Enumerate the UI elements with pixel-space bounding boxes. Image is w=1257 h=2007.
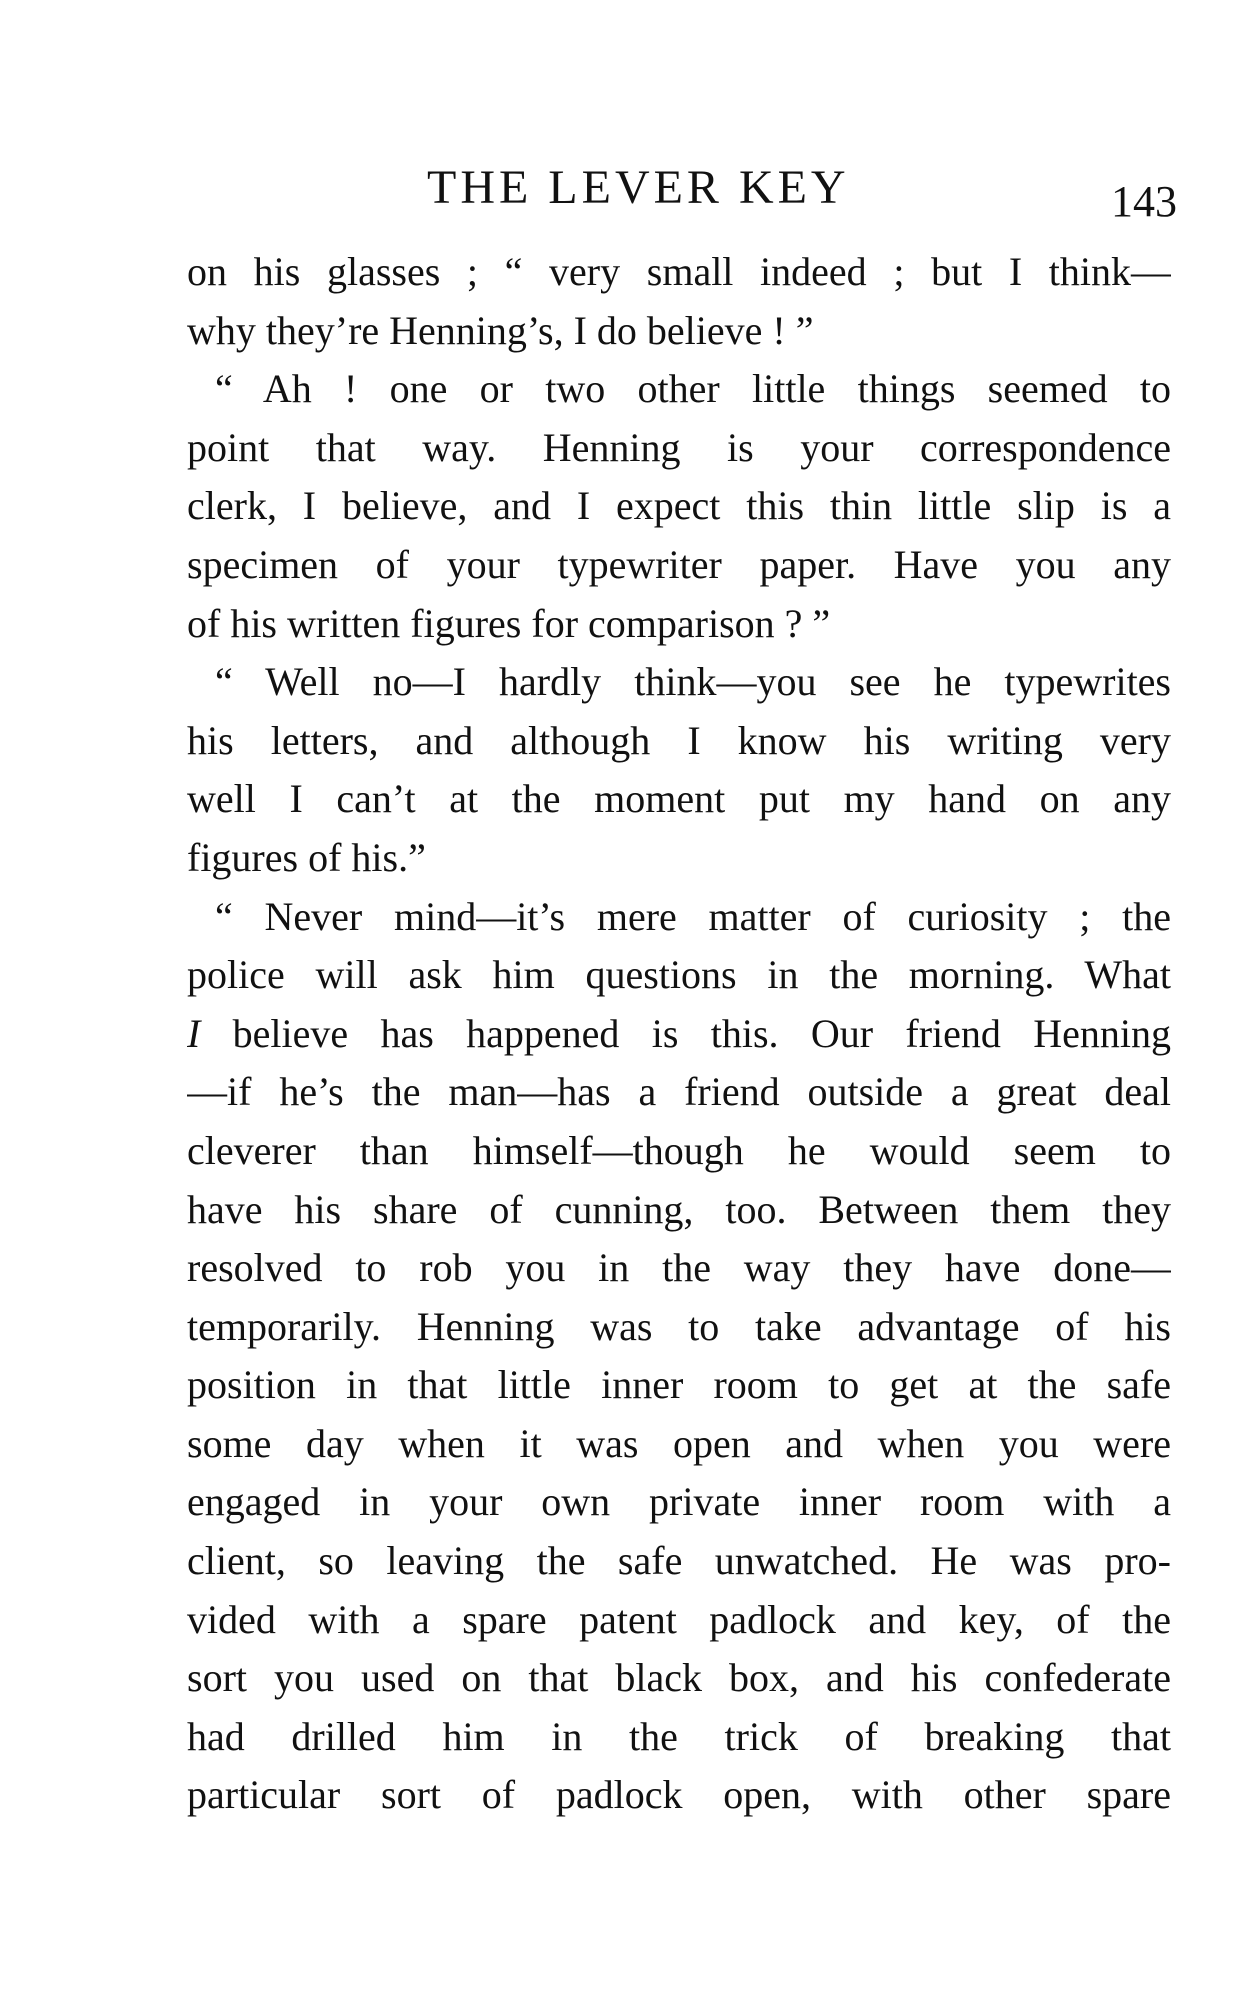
text-line: position in that little inner room to get at the safe [187, 1362, 1171, 1408]
text-line: specimen of your typewriter paper. Have you any [187, 541, 1171, 587]
italic-word: I [187, 1010, 201, 1056]
text-line: temporarily. Henning was to take advantage of his [187, 1303, 1171, 1349]
text-line: clerk, I believe, and I expect this thin little slip is a [187, 483, 1171, 529]
text-line: figures of his.” [187, 834, 426, 880]
text-line-with-italic [187, 1005, 1171, 1064]
text-line: had drilled him in the trick of breaking that [187, 1713, 1171, 1759]
page-header [187, 158, 1177, 228]
text-line: why they’re Henning’s, I do believe ! ” [187, 307, 814, 353]
page-number: 143 [1111, 177, 1177, 226]
text-line: point that way. Henning is your correspondence [187, 424, 1171, 470]
running-title: THE LEVER KEY [427, 161, 850, 214]
text-line: resolved to rob you in the way they have done— [187, 1245, 1171, 1291]
text-line: —if he’s the man—has a friend outside a great deal [187, 1069, 1171, 1115]
text-line: “ Never mind—it’s mere matter of curiosity ; the [215, 893, 1171, 939]
text-line: some day when it was open and when you were [187, 1420, 1171, 1466]
text-line: cleverer than himself—though he would seem to [187, 1127, 1171, 1173]
text-line: police will ask him questions in the morning. What [187, 952, 1171, 998]
text-line-rest: believe has happened is this. Our friend Henning [232, 1010, 1171, 1056]
text-line: well I can’t at the moment put my hand on any [187, 776, 1171, 822]
text-line: vided with a spare patent padlock and key, of the [187, 1596, 1171, 1642]
text-line: have his share of cunning, too. Between them they [187, 1186, 1171, 1232]
text-line: particular sort of padlock open, with other spare [187, 1772, 1171, 1818]
text-line: engaged in your own private inner room with a [187, 1479, 1171, 1525]
text-line: client, so leaving the safe unwatched. He was pro- [187, 1538, 1171, 1584]
text-line: sort you used on that black box, and his confederate [187, 1655, 1171, 1701]
body-text [187, 243, 1171, 1825]
text-line: “ Ah ! one or two other little things seemed to [215, 366, 1171, 412]
text-line: of his written figures for comparison ? ” [187, 600, 831, 646]
text-line: “ Well no—I hardly think—you see he typewrites [215, 659, 1171, 705]
text-line: on his glasses ; “ very small indeed ; but I think— [187, 249, 1171, 294]
text-line: his letters, and although I know his writing very [187, 717, 1171, 763]
